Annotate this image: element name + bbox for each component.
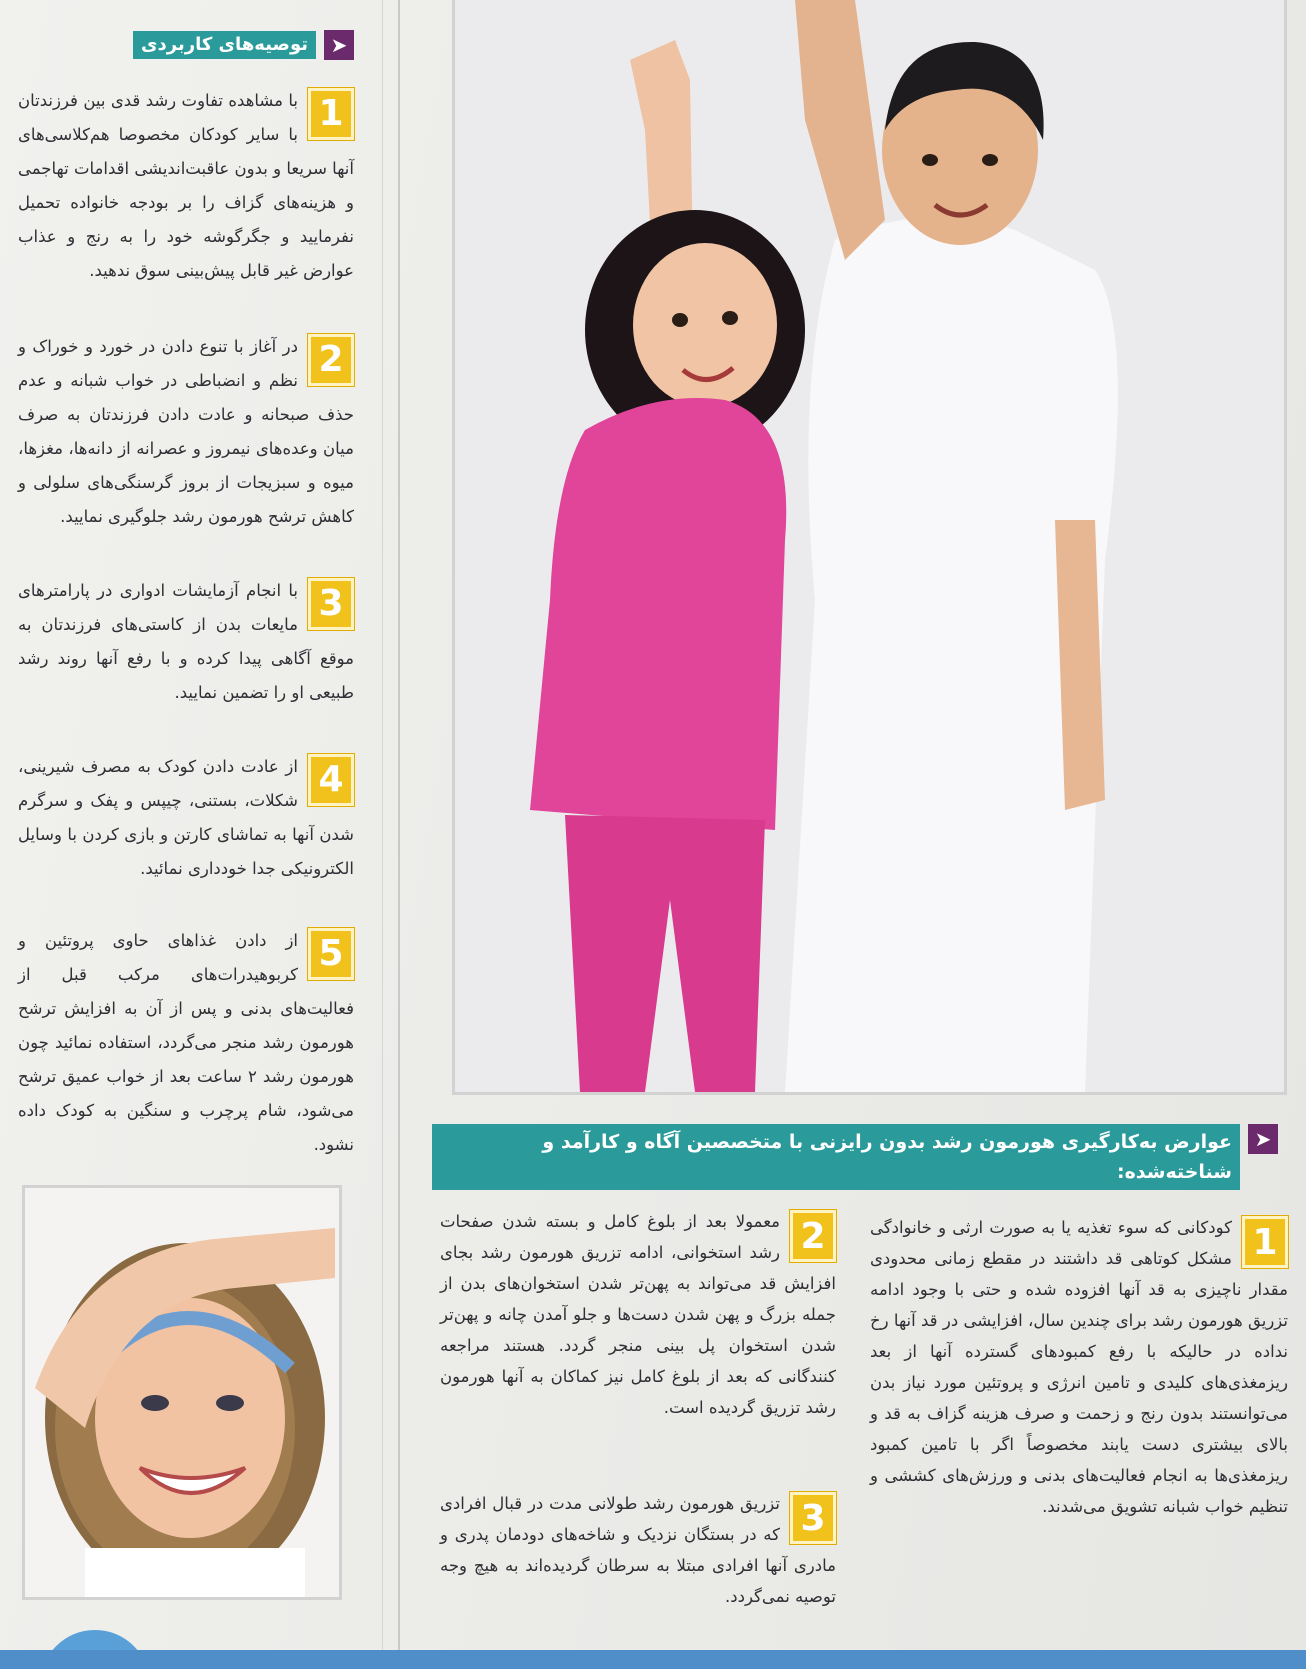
side-effects-heading (432, 1124, 1278, 1190)
side-effects-heading-text: عوارض به‌کارگیری هورمون رشد بدون رایزنی با متخصصین آگاه و کارآمد و شناخته‌شده: (432, 1124, 1240, 1190)
left-arrow-icon: ➤ (1248, 1124, 1278, 1154)
tip-item-2 (18, 330, 354, 534)
tip-item-3 (18, 574, 354, 710)
side-effect-item-3 (440, 1488, 836, 1612)
tip-number-badge: 3 (308, 578, 354, 630)
tip-number-badge: 1 (308, 88, 354, 140)
bottom-color-bar (0, 1650, 1306, 1669)
tip-number-badge: 5 (308, 928, 354, 980)
tip-item-1 (18, 84, 354, 288)
tip-number-badge: 2 (790, 1210, 836, 1262)
column-divider (398, 0, 400, 1669)
tip-item-4 (18, 750, 354, 886)
tips-heading-text: توصیه‌های کاربردی (133, 31, 316, 60)
tip-text: کودکانی که سوء تغذیه یا به صورت ارثی و خانوادگی مشکل کوتاهی قد داشتند در مقطع زمانی محدودی مقدار ناچیزی به قد آنها افزوده شده و حتی با وجود ادامه تزریق هورمون رشد برای چندین سال، افزایشی در قد آنها رخ نداده در حالیکه با رفع کمبودهای گسترده آنها از بعد ریزمغذی‌های کلیدی و تامین انرژی و پروتئین مورد نیاز بدن می‌توانستند بدون رنج و زحمت و صرف هزینه گزاف به قد و بالای بیشتری دست یابند مخصوصاً اگر با تامین کمبود ریزمغذی‌ها به انجام فعالیت‌های بدنی و ورزش‌های کششی و تنظیم خواب شبانه تشویق می‌شدند. (870, 1218, 1288, 1516)
tip-number-badge: 4 (308, 754, 354, 806)
tip-text: با مشاهده تفاوت رشد قدی بین فرزندتان با سایر کودکان مخصوصا هم‌کلاسی‌های آنها سریعا و بدون عاقبت‌اندیشی اقدامات تهاجمی و هزینه‌های گزاف را بر بودجه خانواده تحمیل نفرمایید و جگرگوشه خود را به رنج و عذاب عوارض غیر قابل پیش‌بینی سوق ندهید. (18, 91, 354, 280)
tip-text: با انجام آزمایشات ادواری در پارامترهای مایعات بدن از کاستی‌های فرزندتان به موقع آگاهی پیدا کرده و با رفع آنها روند رشد طبیعی او را تضمین نمایید. (18, 581, 354, 702)
tip-text: در آغاز با تنوع دادن در خورد و خوراک و نظم و انضباطی در خواب شبانه و عدم حذف صبحانه و عادت دادن فرزندتان به صرف میان وعده‌های نیمروز و عصرانه از دانه‌ها، مغزها، میوه و سبزیجات از بروز گرسنگی‌های سلولی و کاهش ترشح هورمون رشد جلوگیری نمایید. (18, 337, 354, 526)
tip-text: از دادن غذاهای حاوی پروتئین و کربوهیدرات‌های مرکب قبل از فعالیت‌های بدنی و پس از آن به افزایش ترشح هورمون رشد منجر می‌گردد، استفاده نمائید چون هورمون رشد ۲ ساعت بعد از خواب عمیق ترشح می‌شود، شام پرچرب و سنگین به کودک داده نشود. (18, 931, 354, 1154)
tip-text: معمولا بعد از بلوغ کامل و بسته شدن صفحات رشد استخوانی، ادامه تزریق هورمون رشد بجای افزایش قد می‌تواند به پهن‌تر شدن استخوان‌های بدن از جمله بزرگ و پهن شدن دست‌ها و جلو آمدن چانه و پهن‌تر شدن استخوان پل بینی منجر گردد. هستند مراجعه کنندگانی که بعد از بلوغ کامل نیز کماکان به آنها هورمون رشد تزریق گردیده است. (440, 1212, 836, 1417)
tip-number-badge: 1 (1242, 1216, 1288, 1268)
girl-portrait-photo (22, 1185, 342, 1600)
column-rule (382, 0, 383, 1669)
left-arrow-icon: ➤ (324, 30, 354, 60)
side-effect-item-1 (870, 1212, 1288, 1522)
tip-item-5 (18, 924, 354, 1162)
tip-number-badge: 3 (790, 1492, 836, 1544)
tips-heading (133, 30, 354, 60)
side-effect-item-2 (440, 1206, 836, 1423)
tip-text: از عادت دادن کودک به مصرف شیرینی، شکلات، بستنی، چیپس و پفک و سرگرم شدن آنها به تماشای کارتن و بازی کردن با وسایل الکترونیکی جدا خودداری نمائید. (18, 757, 354, 878)
children-height-photo (452, 0, 1287, 1095)
tip-number-badge: 2 (308, 334, 354, 386)
tip-text: تزریق هورمون رشد طولانی مدت در قبال افرادی که در بستگان نزدیک و شاخه‌های دودمان پدری و مادری آنها افرادی مبتلا به سرطان گردیده‌اند به هیچ وجه توصیه نمی‌گردد. (440, 1494, 836, 1606)
